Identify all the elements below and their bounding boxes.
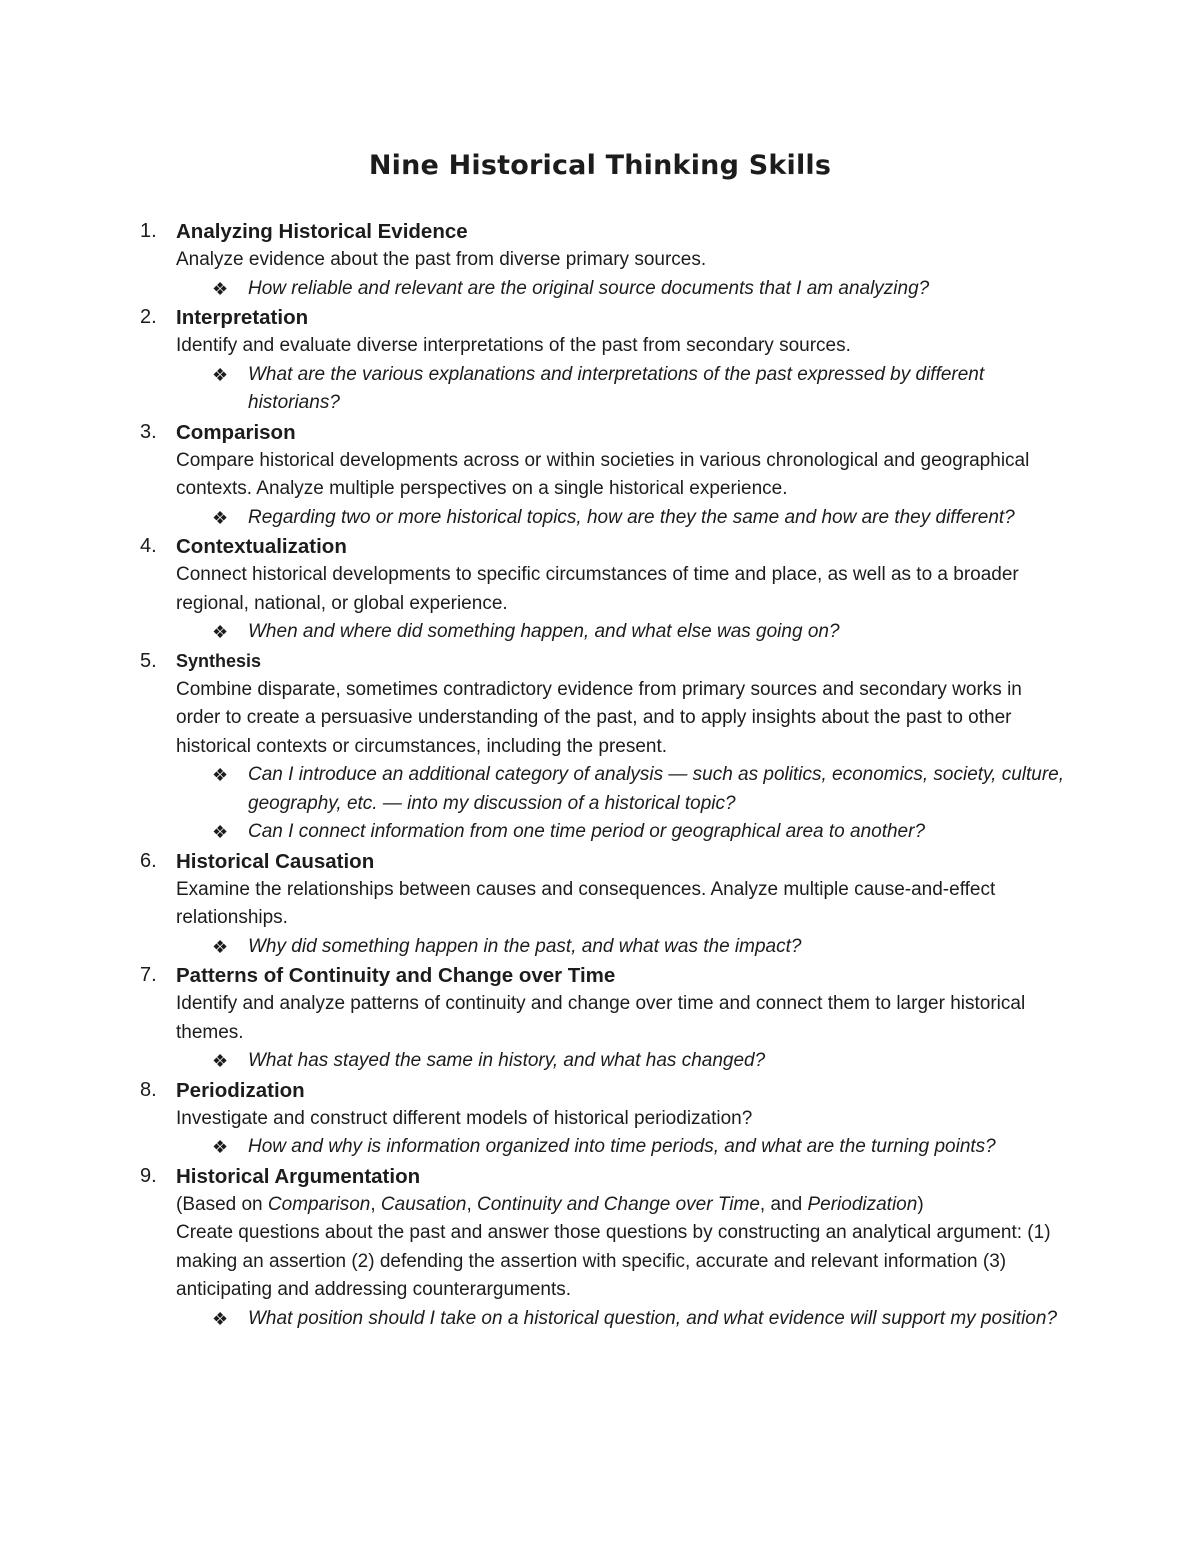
skill-description: Connect historical developments to specific circumstances of time and place, as well as to a broader regional, national, or global experience.	[176, 564, 1019, 614]
skill-number: 6.	[140, 849, 157, 872]
skill-description: Combine disparate, sometimes contradictory evidence from primary sources and secondary works in order to create a persuasive understanding of the past, and to apply insights about the past to other historical contexts or circumstances, including the present.	[176, 678, 1022, 757]
question-list	[176, 761, 1070, 847]
basis-separator: , and	[759, 1193, 808, 1215]
question-text: What has stayed the same in history, and what has changed?	[248, 1050, 766, 1071]
basis-open: (Based on	[176, 1193, 268, 1215]
skill-description: Create questions about the past and answer those questions by constructing an analytical argument: (1) making an assertion (2) defending the assertion with specific, accurate and relevant information (3) anticipating and addressing counterarguments.	[176, 1222, 1051, 1300]
skill-description: Compare historical developments across or within societies in various chronological and geographical contexts. Analyze multiple perspectives on a single historical experience.	[176, 449, 1030, 499]
diamond-bullet-icon: ❖	[212, 1308, 229, 1329]
diamond-bullet-icon: ❖	[212, 1051, 229, 1071]
skill-item	[140, 418, 1070, 533]
question-item	[212, 1305, 1070, 1334]
diamond-bullet-icon: ❖	[212, 507, 229, 528]
basis-continuity: Continuity and Change over Time	[477, 1193, 760, 1215]
skill-description: Identify and evaluate diverse interpretations of the past from secondary sources.	[176, 335, 851, 356]
diamond-bullet-icon: ❖	[212, 765, 229, 785]
skill-title: Synthesis	[176, 650, 262, 671]
diamond-bullet-icon: ❖	[212, 364, 229, 385]
question-text: How reliable and relevant are the original source documents that I am analyzing?	[248, 277, 930, 299]
diamond-bullet-icon: ❖	[212, 822, 229, 842]
question-item	[212, 933, 1070, 962]
skill-title: Periodization	[176, 1078, 305, 1102]
question-item	[212, 275, 1070, 304]
basis-comparison: Comparison	[267, 1193, 371, 1215]
diamond-bullet-icon: ❖	[212, 278, 229, 299]
skill-title: Contextualization	[176, 535, 347, 558]
skill-item	[140, 961, 1070, 1076]
skill-item	[140, 1162, 1070, 1334]
question-text: Can I connect information from one time period or geographical area to another?	[248, 821, 926, 842]
skill-description: Analyze evidence about the past from diverse primary sources.	[176, 249, 707, 270]
skill-title: Patterns of Continuity and Change over Time	[176, 964, 616, 987]
skill-item	[140, 647, 1070, 847]
skill-description: Identify and analyze patterns of continuity and change over time and connect them to larger historical themes.	[176, 993, 1026, 1043]
skill-title: Comparison	[176, 420, 296, 444]
question-list	[176, 1047, 1070, 1076]
question-item	[212, 1133, 1070, 1162]
question-list	[176, 618, 1070, 647]
skill-item	[140, 847, 1070, 962]
question-item	[212, 504, 1070, 533]
skill-number: 3.	[140, 420, 157, 443]
skill-basis	[176, 1191, 1070, 1220]
question-item	[212, 761, 1070, 818]
question-text: How and why is information organized into time periods, and what are the turning points?	[248, 1136, 996, 1157]
question-text: What position should I take on a historical question, and what evidence will support my position?	[248, 1307, 1058, 1329]
skills-list	[140, 217, 1070, 1333]
question-text: Can I introduce an additional category of analysis — such as politics, economics, society, culture, geography, etc. — into my discussion of a historical topic?	[248, 764, 1064, 814]
question-item	[212, 618, 1070, 647]
basis-periodization: Periodization	[807, 1193, 918, 1215]
skill-item	[140, 303, 1070, 418]
diamond-bullet-icon: ❖	[212, 936, 229, 957]
skill-item	[140, 532, 1070, 647]
question-text: When and where did something happen, and what else was going on?	[248, 621, 840, 642]
skill-title: Historical Causation	[176, 849, 375, 873]
basis-separator: ,	[370, 1193, 381, 1215]
question-list	[176, 361, 1070, 418]
skill-number: 4.	[140, 535, 157, 557]
skill-title: Historical Argumentation	[176, 1164, 421, 1188]
basis-close: )	[917, 1193, 924, 1215]
question-list	[176, 933, 1070, 962]
skill-number: 8.	[140, 1078, 157, 1101]
diamond-bullet-icon: ❖	[212, 622, 229, 642]
question-text: Why did something happen in the past, and what was the impact?	[248, 935, 802, 957]
page-title: Nine Historical Thinking Skills	[368, 150, 832, 181]
question-item	[212, 361, 1070, 418]
diamond-bullet-icon: ❖	[212, 1137, 229, 1157]
skill-item	[140, 217, 1070, 303]
basis-causation: Causation	[380, 1193, 467, 1215]
question-list	[176, 1305, 1070, 1334]
skill-description: Examine the relationships between causes and consequences. Analyze multiple cause-and-effect relationships.	[176, 878, 996, 928]
skill-item	[140, 1076, 1070, 1162]
skill-number: 2.	[140, 306, 157, 328]
skill-number: 7.	[140, 964, 157, 986]
question-item	[212, 1047, 1070, 1076]
question-list	[176, 1133, 1070, 1162]
skill-number: 9.	[140, 1164, 157, 1187]
skill-number: 5.	[140, 649, 157, 672]
question-text: What are the various explanations and interpretations of the past expressed by different historians?	[248, 363, 985, 413]
question-list	[176, 504, 1070, 533]
basis-separator: ,	[466, 1193, 478, 1215]
question-list	[176, 275, 1070, 304]
skill-description: Investigate and construct different models of historical periodization?	[176, 1107, 753, 1129]
skill-title: Analyzing Historical Evidence	[176, 220, 468, 243]
skill-number: 1.	[140, 220, 157, 242]
question-text: Regarding two or more historical topics, how are they the same and how are they different?	[248, 506, 1015, 528]
question-item	[212, 818, 1070, 847]
skill-title: Interpretation	[176, 306, 309, 329]
